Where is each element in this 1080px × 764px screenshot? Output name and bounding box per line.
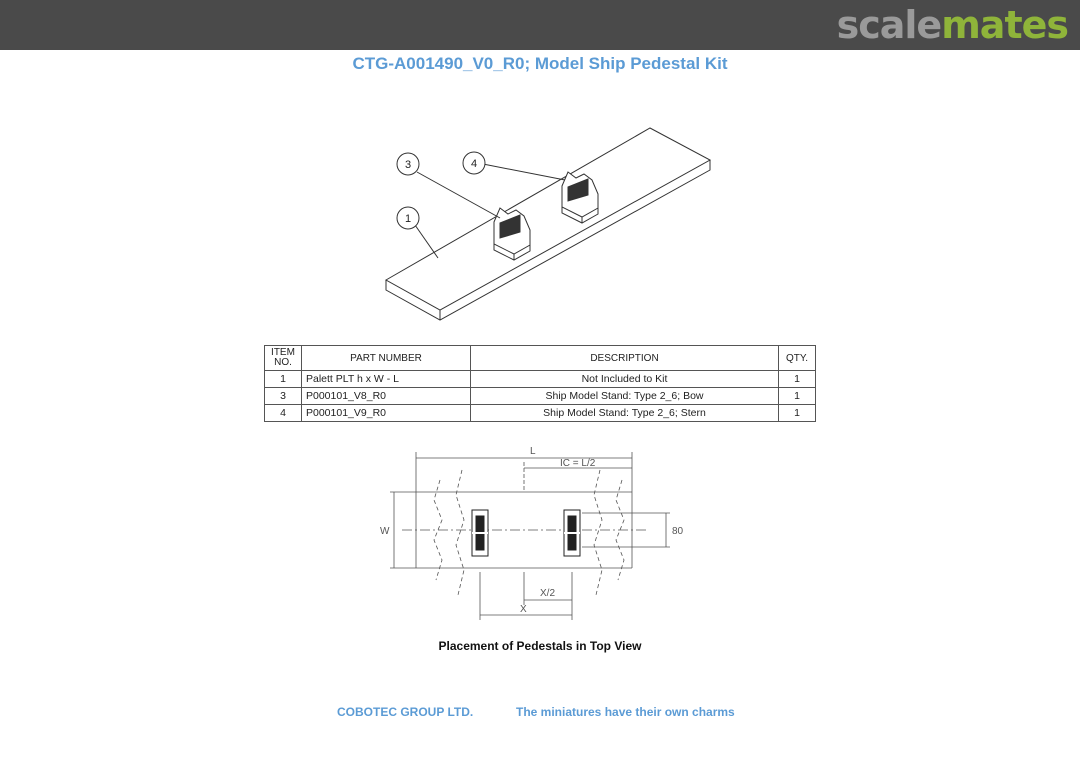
table-row [265, 371, 816, 388]
logo-text-part1: scale [836, 3, 942, 47]
balloon-4-label: 4 [470, 158, 478, 170]
footer-company: COBOTEC GROUP LTD. [337, 705, 474, 719]
bom-cell-part-number: P000101_V8_R0 [302, 388, 471, 405]
dimension-ic-label: IC = L/2 [560, 458, 596, 469]
bom-cell-part-number: Palett PLT h x W - L [302, 371, 471, 388]
table-row [265, 388, 816, 405]
bom-header-item: ITEM NO. [265, 346, 302, 371]
bow-stand-top-view [472, 510, 488, 556]
top-bar [0, 0, 1080, 50]
isometric-assembly-drawing [380, 120, 720, 330]
document-title: CTG-A001490_V0_R0; Model Ship Pedestal Kit [352, 54, 728, 73]
bom-header-part-number: PART NUMBER [302, 346, 471, 371]
dimension-x-label: X [520, 604, 527, 615]
logo-text-part2: mates [941, 3, 1068, 47]
bom-cell-description: Not Included to Kit [471, 371, 779, 388]
bom-cell-qty: 1 [779, 371, 816, 388]
bom-cell-item: 1 [265, 371, 302, 388]
pallet-board [386, 128, 710, 310]
footer-slogan: The miniatures have their own charms [516, 705, 735, 719]
top-view-caption: Placement of Pedestals in Top View [438, 639, 642, 653]
balloon-3-label: 3 [404, 159, 412, 171]
bom-cell-qty: 1 [779, 405, 816, 422]
top-view-placement-drawing [372, 440, 682, 625]
bom-header-row [265, 346, 816, 371]
table-row [265, 405, 816, 422]
bom-cell-qty: 1 [779, 388, 816, 405]
bom-cell-part-number: P000101_V9_R0 [302, 405, 471, 422]
bom-cell-item: 4 [265, 405, 302, 422]
bill-of-materials-table [264, 345, 816, 422]
stern-stand-top-view [564, 510, 580, 556]
dimension-w-label: W [380, 526, 390, 537]
bom-cell-description: Ship Model Stand: Type 2_6; Bow [471, 388, 779, 405]
bom-cell-description: Ship Model Stand: Type 2_6; Stern [471, 405, 779, 422]
bom-header-description: DESCRIPTION [471, 346, 779, 371]
scalemates-logo[interactable] [837, 1, 1068, 49]
dimension-80-label: 80 [672, 526, 684, 537]
dimension-l-label: L [530, 446, 536, 457]
bom-cell-item: 3 [265, 388, 302, 405]
balloon-1-label: 1 [404, 213, 412, 225]
dimension-half-x-label: X/2 [540, 588, 556, 599]
bom-header-qty: QTY. [779, 346, 816, 371]
